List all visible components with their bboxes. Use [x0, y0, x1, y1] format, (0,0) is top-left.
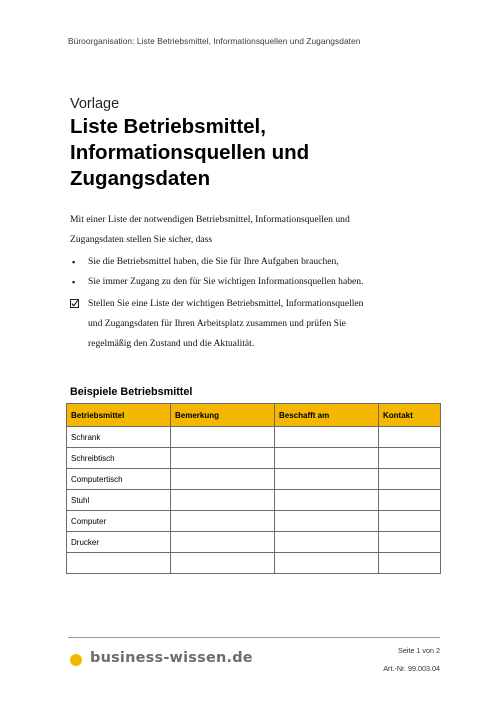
table-cell[interactable]	[379, 511, 441, 532]
column-header: Kontakt	[379, 404, 441, 427]
table-row	[67, 448, 441, 469]
table-cell[interactable]: Schrank	[67, 427, 171, 448]
table-title: Beispiele Betriebsmittel	[70, 386, 193, 398]
square-bullet-icon: ▪	[72, 257, 76, 267]
title-line: Informationsquellen und	[70, 141, 310, 164]
table-cell[interactable]	[379, 448, 441, 469]
table-row	[67, 469, 441, 490]
intro-line: Zugangsdaten stellen Sie sicher, dass	[70, 234, 213, 245]
checklist-text	[88, 294, 363, 354]
table-cell[interactable]	[171, 511, 275, 532]
title-line: Zugangsdaten	[70, 167, 211, 190]
title-line: Liste Betriebsmittel,	[70, 115, 266, 138]
betriebsmittel-table	[66, 403, 441, 574]
bullet-text: Sie die Betriebsmittel haben, die Sie für Ihre Aufgaben brauchen,	[88, 256, 339, 267]
table-cell[interactable]	[379, 490, 441, 511]
table-cell[interactable]	[171, 532, 275, 553]
table-cell[interactable]: Stuhl	[67, 490, 171, 511]
document-title	[70, 114, 430, 192]
column-header: Beschafft am	[275, 404, 379, 427]
table-row	[67, 553, 441, 574]
table-cell[interactable]: Computertisch	[67, 469, 171, 490]
article-number: Art.-Nr. 99.003.04	[383, 664, 440, 673]
table-cell[interactable]: Schreibtisch	[67, 448, 171, 469]
intro-line: Mit einer Liste der notwendigen Betriebsmittel, Informationsquellen und	[70, 214, 350, 225]
bullet-item	[70, 272, 440, 292]
table-cell[interactable]	[275, 490, 379, 511]
table-row	[67, 532, 441, 553]
table-cell[interactable]	[275, 553, 379, 574]
table-cell[interactable]	[379, 532, 441, 553]
square-bullet-icon: ▪	[72, 277, 76, 287]
table-cell[interactable]: Computer	[67, 511, 171, 532]
column-header: Betriebsmittel	[67, 404, 171, 427]
page-number: Seite 1 von 2	[398, 646, 440, 655]
table-row	[67, 511, 441, 532]
checkbox-checked-icon	[70, 299, 79, 308]
table-cell[interactable]	[275, 511, 379, 532]
table-cell[interactable]: Drucker	[67, 532, 171, 553]
table-cell[interactable]	[275, 448, 379, 469]
checklist-line: und Zugangsdaten für Ihren Arbeitsplatz zusammen und prüfen Sie	[88, 318, 346, 329]
table-cell[interactable]	[171, 469, 275, 490]
bullet-item	[70, 252, 440, 272]
yellow-dot-icon	[70, 654, 82, 666]
table-cell[interactable]	[171, 553, 275, 574]
checklist-line: regelmäßig den Zustand und die Aktualität.	[88, 338, 255, 349]
table-cell[interactable]	[171, 427, 275, 448]
column-header: Bemerkung	[171, 404, 275, 427]
table-row	[67, 490, 441, 511]
table-cell[interactable]	[379, 553, 441, 574]
table-cell[interactable]	[171, 490, 275, 511]
running-header: Büroorganisation: Liste Betriebsmittel, Informationsquellen und Zugangsdaten	[68, 36, 361, 46]
checklist-line: Stellen Sie eine Liste der wichtigen Betriebsmittel, Informationsquellen	[88, 298, 364, 309]
footer-divider	[68, 637, 440, 638]
table-cell[interactable]	[275, 532, 379, 553]
brand-logo: business-wissen.de	[90, 650, 253, 666]
intro-paragraph	[70, 210, 430, 250]
table-cell[interactable]	[275, 427, 379, 448]
table-cell[interactable]	[67, 553, 171, 574]
table-cell[interactable]	[379, 469, 441, 490]
table-cell[interactable]	[171, 448, 275, 469]
table-cell[interactable]	[379, 427, 441, 448]
document-kicker: Vorlage	[70, 96, 120, 112]
table-header-row	[67, 404, 441, 427]
table-row	[67, 427, 441, 448]
table-cell[interactable]	[275, 469, 379, 490]
bullet-list	[70, 252, 440, 292]
bullet-text: Sie immer Zugang zu den für Sie wichtigen Informationsquellen haben.	[88, 276, 364, 287]
